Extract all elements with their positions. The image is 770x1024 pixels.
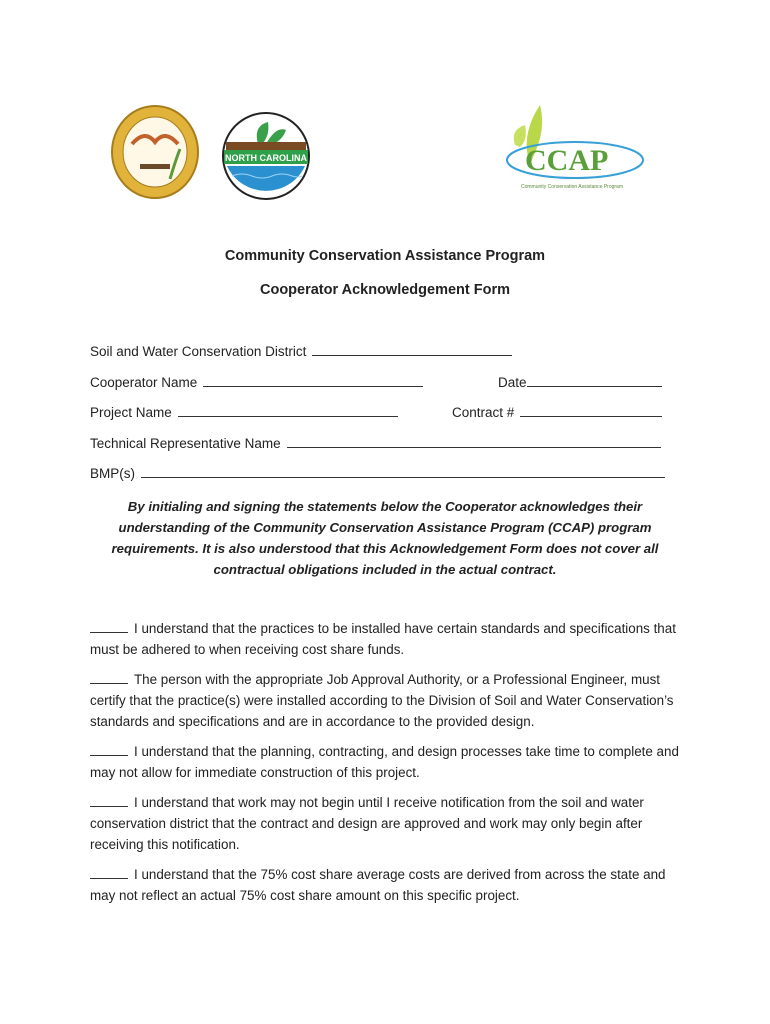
contract-line[interactable] — [520, 405, 662, 417]
initial-blank-3[interactable] — [90, 744, 128, 756]
statement-text: I understand that the practices to be installed have certain standards and specifications that must be adhered to when receiving cost share funds. — [90, 621, 676, 657]
district-field[interactable] — [90, 344, 512, 359]
initial-blank-5[interactable] — [90, 867, 128, 879]
district-line[interactable] — [312, 344, 512, 356]
intro-paragraph: By initialing and signing the statements below the Cooperator acknowledges their understanding of the Community Conservation Assistance Program (CCAP) program requirements. It is also understood that this Acknowledgement Form does not cover all contractual obligations included in the actual contract. — [111, 499, 659, 577]
contract-label: Contract # — [452, 405, 515, 420]
tech-rep-field[interactable] — [90, 436, 661, 451]
bmp-line[interactable] — [141, 466, 665, 478]
project-label: Project Name — [90, 405, 172, 420]
tech-rep-line[interactable] — [287, 436, 661, 448]
svg-text:Community Conservation Assista: Community Conservation Assistance Program — [521, 184, 623, 190]
contract-field[interactable] — [452, 405, 662, 420]
svg-text:NORTH CAROLINA: NORTH CAROLINA — [225, 153, 307, 163]
tech-rep-label: Technical Representative Name — [90, 436, 281, 451]
dswc-logo — [218, 104, 314, 207]
date-line[interactable] — [527, 375, 662, 387]
district-label: Soil and Water Conservation District — [90, 344, 307, 359]
date-field[interactable] — [498, 375, 662, 390]
cooperator-label: Cooperator Name — [90, 375, 198, 390]
project-line[interactable] — [178, 405, 398, 417]
bmp-field[interactable] — [90, 466, 665, 481]
bmp-label: BMP(s) — [90, 466, 135, 481]
statement-1 — [90, 618, 690, 660]
cooperator-line[interactable] — [203, 375, 423, 387]
statement-2 — [90, 669, 690, 732]
project-field[interactable] — [90, 405, 398, 420]
svg-text:CCAP: CCAP — [525, 144, 609, 177]
statement-3 — [90, 741, 690, 783]
initial-blank-1[interactable] — [90, 621, 128, 633]
statement-text: The person with the appropriate Job Approval Authority, or a Professional Engineer, must certify that the practice(s) were installed according to the Division of Soil and Water Conservation’s standards and specifications and are in accordance to the provided design. — [90, 672, 674, 729]
cooperator-field[interactable] — [90, 375, 423, 390]
statement-4 — [90, 792, 690, 855]
statement-text: I understand that work may not begin until I receive notification from the soil and water conservation district that the contract and design are approved and work may only begin after receiving this notification. — [90, 795, 644, 852]
initial-blank-2[interactable] — [90, 672, 128, 684]
form-subtitle: Cooperator Acknowledgement Form — [259, 282, 511, 298]
ncda-seal-logo — [110, 104, 200, 205]
page-title: Community Conservation Assistance Program — [224, 248, 546, 264]
initial-blank-4[interactable] — [90, 795, 128, 807]
statement-text: I understand that the planning, contracting, and design processes take time to complete and may not allow for immediate construction of this project. — [90, 744, 679, 780]
date-label: Date — [498, 375, 527, 390]
statement-5 — [90, 864, 690, 906]
ccap-logo — [500, 95, 645, 200]
statement-text: I understand that the 75% cost share average costs are derived from across the state and may not reflect an actual 75% cost share amount on this specific project. — [90, 867, 666, 903]
